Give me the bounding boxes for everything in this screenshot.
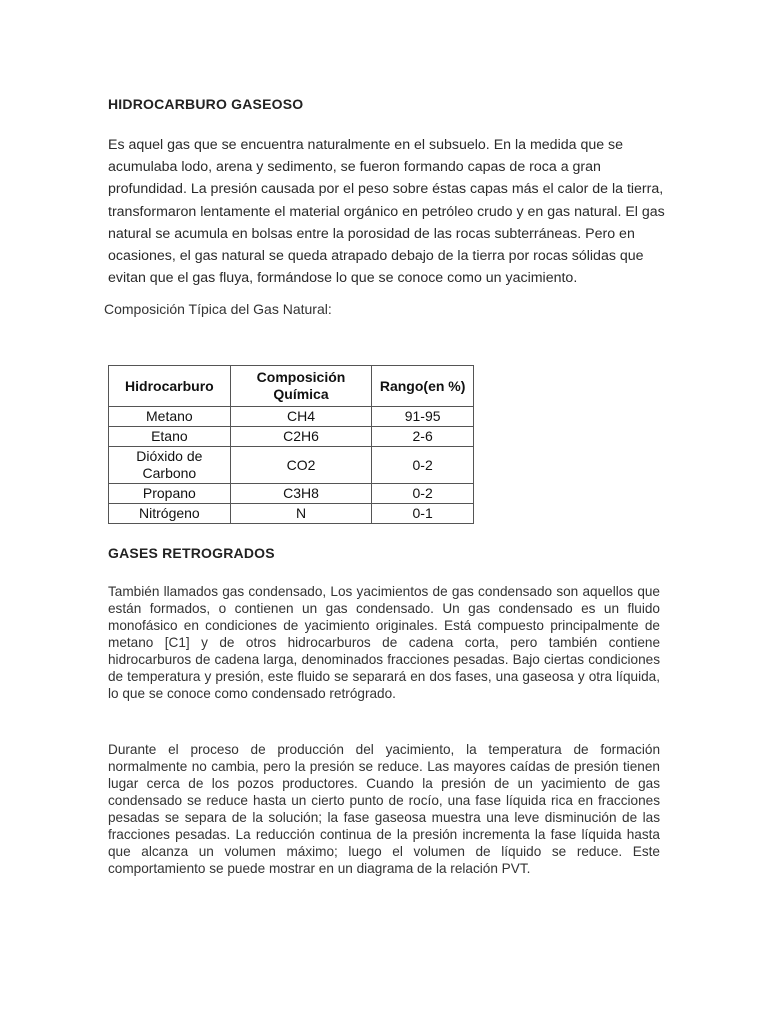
table-row xyxy=(109,447,474,484)
intro-paragraph: Es aquel gas que se encuentra naturalmente en el subsuelo. En la medida que se acumulaba lodo, arena y sedimento, se fueron formando capas de roca a gran profundidad. La presión causada por el peso sobre éstas capas más el calor de la tierra, transformaron lentamente el material orgánico en petróleo crudo y en gas natural. El gas natural se acumula en bolsas entre la porosidad de las rocas subterráneas. Pero en ocasiones, el gas natural se queda atrapado debajo de la tierra por rocas sólidas que evitan que el gas fluya, formándose lo que se conoce como un yacimiento. xyxy=(108,137,665,287)
retrograde-paragraph-2: Durante el proceso de producción del yacimiento, la temperatura de formación normalmente no cambia, pero la presión se reduce. Las mayores caídas de presión tienen lugar cerca de los pozos productores. Cuando la presión de un yacimiento de gas condensado se reduce hasta un cierto punto de rocío, una fase líquida rica en fracciones pesadas se separa de la solución; la fase gaseosa muestra una leve disminución de las fracciones pesadas. La reducción continua de la presión incrementa la fase líquida hasta que alcanza un volumen máximo; luego el volumen de líquido se reduce. Este comportamiento se puede mostrar en un diagrama de la relación PVT. xyxy=(108,742,660,876)
table-row xyxy=(109,427,474,447)
cell-formula: CO2 xyxy=(230,447,372,484)
cell-name: Dióxido de Carbono xyxy=(109,447,231,484)
table-row xyxy=(109,484,474,504)
header-hidrocarburo: Hidrocarburo xyxy=(109,366,231,407)
cell-formula: CH4 xyxy=(230,407,372,427)
cell-range: 0-1 xyxy=(372,504,474,524)
composition-table-image xyxy=(108,365,464,522)
cell-range: 0-2 xyxy=(372,484,474,504)
table-caption-text: Composición Típica del Gas Natural: xyxy=(104,301,332,317)
retrograde-paragraph-1: También llamados gas condensado, Los yacimientos de gas condensado son aquellos que están formados, o contienen un gas condensado. Un gas condensado es un fluido monofásico en condiciones de yacimiento originales. Está compuesto principalmente de metano [C1] y de otros hidrocarburos de cadena corta, pero también contiene hidrocarburos de cadena larga, denominados fracciones pesadas. Bajo ciertas condiciones de temperatura y presión, este fluido se separará en dos fases, una gaseosa y otra líquida, lo que se conoce como condensado retrógrado. xyxy=(108,584,660,701)
cell-name: Metano xyxy=(109,407,231,427)
table-caption xyxy=(104,301,464,330)
section-title-gases-retrogrados: GASES RETROGRADOS xyxy=(108,545,275,561)
cell-formula: C2H6 xyxy=(230,427,372,447)
cell-range: 91-95 xyxy=(372,407,474,427)
composition-table xyxy=(108,365,474,524)
cell-name: Etano xyxy=(109,427,231,447)
table-header-row xyxy=(109,366,474,407)
table-row xyxy=(109,504,474,524)
cell-formula: N xyxy=(230,504,372,524)
cell-name: Nitrógeno xyxy=(109,504,231,524)
cell-range: 0-2 xyxy=(372,447,474,484)
table-row xyxy=(109,407,474,427)
section-title-hidrocarburo-gaseoso: HIDROCARBURO GASEOSO xyxy=(108,96,304,112)
header-rango: Rango(en %) xyxy=(372,366,474,407)
cell-formula: C3H8 xyxy=(230,484,372,504)
cell-name: Propano xyxy=(109,484,231,504)
header-composicion: Composición Química xyxy=(230,366,372,407)
cell-range: 2-6 xyxy=(372,427,474,447)
